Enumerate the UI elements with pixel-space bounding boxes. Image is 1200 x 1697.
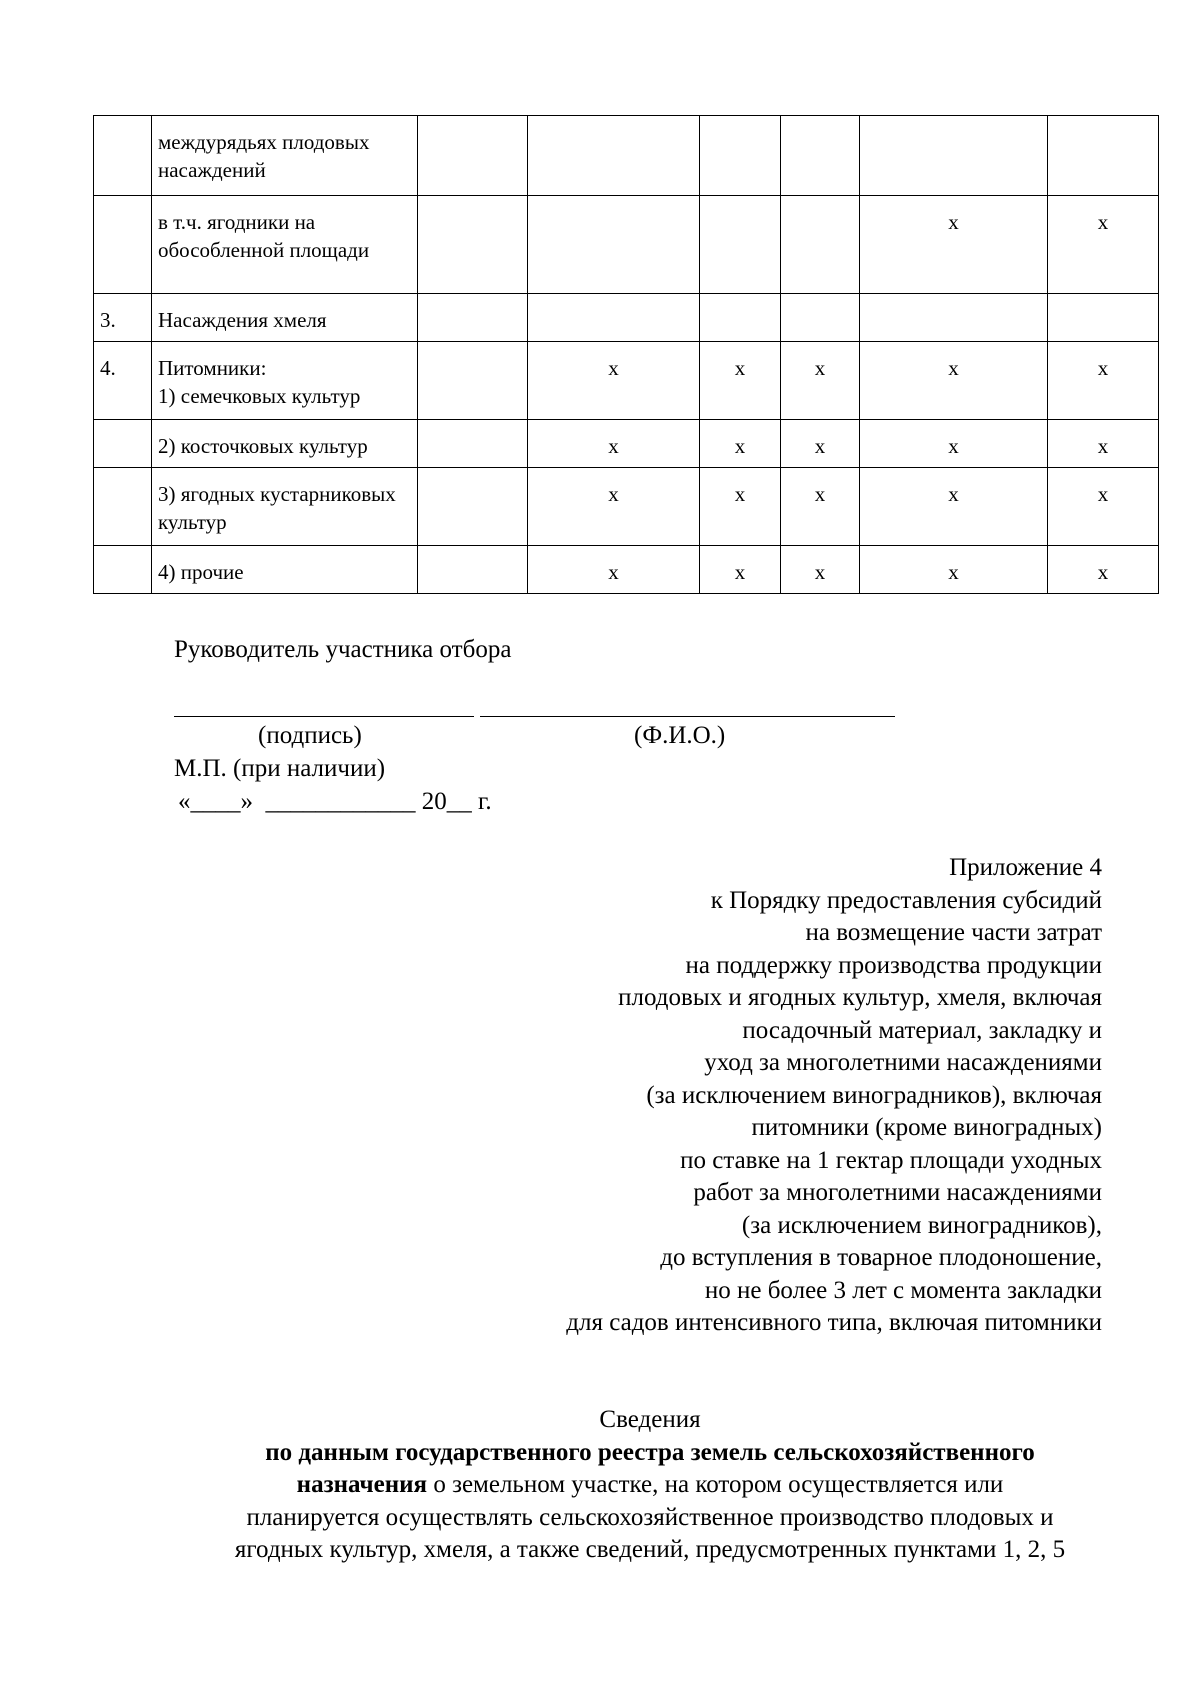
- table-row: [94, 196, 1159, 294]
- head-label: Руководитель участника отбора: [174, 636, 512, 663]
- table-cell: [860, 294, 1048, 342]
- table-cell: х: [528, 420, 700, 468]
- table-cell: х: [700, 420, 781, 468]
- heading-line-2: [150, 1469, 1150, 1502]
- row-number: [94, 420, 152, 468]
- signature-line: [174, 716, 474, 717]
- table-cell: х: [1048, 342, 1159, 420]
- table-cell: [700, 196, 781, 294]
- table-cell: [528, 294, 700, 342]
- heading-bold-word: назначения: [296, 1471, 428, 1498]
- sign-label: (подпись): [258, 722, 362, 749]
- appendix-line: на поддержку производства продукции: [685, 951, 1102, 979]
- table-cell: [418, 196, 528, 294]
- table-cell: х: [781, 546, 860, 594]
- table-cell: [781, 294, 860, 342]
- row-number: [94, 468, 152, 546]
- table-cell: х: [1048, 420, 1159, 468]
- table-cell: х: [1048, 546, 1159, 594]
- row-name: 4) прочие: [152, 546, 418, 594]
- table-row: [94, 116, 1159, 196]
- appendix-block: [402, 852, 1102, 1340]
- row-name: 3) ягодных кустарниковых культур: [152, 468, 418, 546]
- date-line: «____» ____________ 20__ г.: [178, 788, 492, 815]
- heading-title: Сведения: [599, 1406, 701, 1433]
- table-row: [94, 294, 1159, 342]
- appendix-line: (за исключением виноградников), включая: [646, 1081, 1102, 1109]
- table-cell: х: [781, 468, 860, 546]
- table-cell: [418, 468, 528, 546]
- table-cell: х: [1048, 468, 1159, 546]
- appendix-line: для садов интенсивного типа, включая питомники: [566, 1309, 1102, 1336]
- table-row: [94, 468, 1159, 546]
- appendix-line: но не более 3 лет с момента закладки: [704, 1276, 1102, 1304]
- table-cell: х: [528, 468, 700, 546]
- table-cell: [528, 196, 700, 294]
- row-name: междурядьях плодовых насаждений: [152, 116, 418, 196]
- row-name: 2) косточковых культур: [152, 420, 418, 468]
- appendix-line: (за исключением виноградников),: [741, 1211, 1102, 1239]
- table-cell: х: [860, 420, 1048, 468]
- table-cell: [781, 116, 860, 196]
- table-cell: [860, 116, 1048, 196]
- table-row: [94, 546, 1159, 594]
- table-cell: х: [528, 546, 700, 594]
- heading-line-3: планируется осуществлять сельскохозяйственное производство плодовых и: [246, 1503, 1054, 1531]
- table-cell: х: [700, 468, 781, 546]
- table-cell: [418, 294, 528, 342]
- row-name: Питомники: 1) семечковых культур: [152, 342, 418, 420]
- table-cell: х: [700, 342, 781, 420]
- table-cell: [700, 294, 781, 342]
- table-cell: х: [1048, 196, 1159, 294]
- stamp-label: М.П. (при наличии): [174, 755, 386, 782]
- row-number: [94, 196, 152, 294]
- appendix-line: работ за многолетними насаждениями: [693, 1179, 1102, 1206]
- fio-line: [480, 716, 895, 717]
- appendix-line: к Порядку предоставления субсидий: [710, 886, 1102, 914]
- table-cell: х: [700, 546, 781, 594]
- appendix-line: посадочный материал, закладку и: [742, 1016, 1102, 1044]
- appendix-line: на возмещение части затрат: [805, 919, 1102, 946]
- table-cell: х: [860, 342, 1048, 420]
- table-cell: х: [860, 196, 1048, 294]
- appendix-line: по ставке на 1 гектар площади уходных: [680, 1146, 1102, 1174]
- row-number: 4.: [94, 342, 152, 420]
- table-cell: [528, 116, 700, 196]
- heading-line-1: [150, 1437, 1150, 1470]
- table-row: [94, 342, 1159, 420]
- row-number: [94, 116, 152, 196]
- table-cell: х: [860, 468, 1048, 546]
- subsidy-table: [93, 115, 1159, 594]
- table-cell: [1048, 116, 1159, 196]
- appendix-line: Приложение 4: [949, 854, 1102, 881]
- table-cell: [418, 546, 528, 594]
- row-name: в т.ч. ягодники на обособленной площади: [152, 196, 418, 294]
- heading-bold-line: по данным государственного реестра земель сельскохозяйственного: [265, 1438, 1035, 1466]
- table-cell: х: [781, 420, 860, 468]
- table-cell: [700, 116, 781, 196]
- row-name: Насаждения хмеля: [152, 294, 418, 342]
- document-heading: [150, 1404, 1150, 1567]
- appendix-line: уход за многолетними насаждениями: [704, 1049, 1102, 1076]
- table-cell: х: [528, 342, 700, 420]
- row-number: 3.: [94, 294, 152, 342]
- table-cell: [1048, 294, 1159, 342]
- appendix-line: плодовых и ягодных культур, хмеля, включая: [618, 984, 1102, 1011]
- table-cell: [418, 420, 528, 468]
- heading-line-4: ягодных культур, хмеля, а также сведений, предусмотренных пунктами 1, 2, 5: [234, 1536, 1066, 1563]
- table-row: [94, 420, 1159, 468]
- fio-label: (Ф.И.О.): [634, 722, 726, 749]
- heading-line-2-rest: о земельном участке, на котором осуществляется или: [427, 1471, 1004, 1498]
- table-cell: х: [781, 342, 860, 420]
- table-cell: [781, 196, 860, 294]
- row-number: [94, 546, 152, 594]
- table-cell: [418, 116, 528, 196]
- appendix-line: до вступления в товарное плодоношение,: [660, 1244, 1102, 1271]
- table-cell: х: [860, 546, 1048, 594]
- appendix-line: питомники (кроме виноградных): [751, 1114, 1102, 1141]
- table-cell: [418, 342, 528, 420]
